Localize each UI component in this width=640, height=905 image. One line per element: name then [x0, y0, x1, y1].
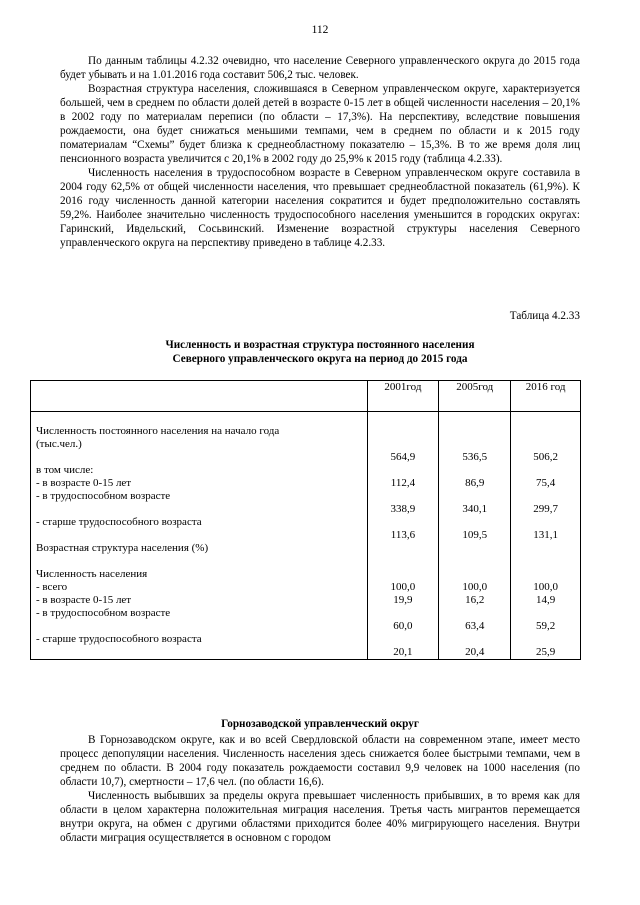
- year-2005-column: [439, 412, 511, 660]
- cell: 14,9: [535, 594, 556, 606]
- header-cell: [31, 381, 368, 412]
- intro-text: [60, 54, 580, 250]
- cell: [372, 555, 435, 568]
- cell: [443, 412, 506, 425]
- cell: [372, 607, 435, 620]
- cell: в том числе:: [36, 464, 94, 476]
- cell: [515, 568, 576, 581]
- cell: 86,9: [465, 477, 485, 489]
- cell: 60,0: [393, 620, 413, 632]
- cell: - в трудоспособном возрасте: [36, 490, 171, 502]
- cell: [443, 542, 506, 555]
- cell: [515, 607, 576, 620]
- label-column: [31, 412, 368, 660]
- cell: 112,4: [390, 477, 416, 489]
- section-heading: Горнозаводской управленческий округ: [221, 718, 419, 730]
- cell: [443, 607, 506, 620]
- cell: 131,1: [533, 529, 558, 541]
- cell: 564,9: [390, 451, 416, 463]
- cell: [443, 555, 506, 568]
- cell: [372, 425, 435, 438]
- cell: [36, 451, 363, 464]
- cell: [36, 555, 363, 568]
- cell: [515, 555, 576, 568]
- cell: 340,1: [462, 503, 488, 515]
- cell: 109,5: [462, 529, 488, 541]
- paragraph: Возрастная структура населения, сложившаяся в Северном управленческом округе, характеризуется большей, чем в среднем по области долей детей в возрасте 0-15 лет в общей численности населения – 20,1% в 2002 году по материалам переписи (по области – 17,3%). На перспективу, вследствие повышения рождаемости, она будет снижаться меньшими темпами, чем в среднем по области и к 2015 году поматериалам “Схемы” будет близка к среднеобластному показателю – 15,3%. В то же время доля лиц пенсионного возраста увеличится с 20,1% в 2002 году до 25,9% к 2015 году (таблица 4.2.33).: [60, 83, 580, 165]
- cell: [443, 516, 506, 529]
- table-title: [60, 338, 580, 366]
- cell: 20,1: [393, 646, 413, 658]
- table-header-row: [31, 381, 581, 412]
- cell: 299,7: [533, 503, 558, 515]
- cell: 506,2: [533, 451, 558, 463]
- cell: [515, 516, 576, 529]
- cell: [443, 568, 506, 581]
- cell: 536,5: [462, 451, 488, 463]
- paragraph: Численность выбывших за пределы округа превышает численность прибывших, в то время как для области в целом характерна положительная миграция населения. Третья часть мигрантов перемещается внутри округа, на обмен с другими областями приходится более 40% мигрирующего населения. Внутри области миграция осуществляется в основном с городом: [60, 790, 580, 844]
- paragraph: Численность населения в трудоспособном возрасте в Северном управленческом округе составила в 2004 году 62,5% от общей численности населения, что превышает среднеобластной показатель (61,9%). К 2016 году численность данной категории населения сократится и будет предположительно составлять 59,2%. Наиболее значительно численность трудоспособного населения уменьшится в городских округах: Гаринский, Ивдельский, Сосьвинский. Изменение возрастной структуры населения Северного управленческого округа на перспективу приведено в таблице 4.2.33.: [60, 167, 580, 249]
- page-number: 112: [311, 24, 329, 36]
- section-text: [60, 733, 580, 845]
- population-table: [30, 380, 581, 660]
- cell: - всего: [36, 581, 68, 593]
- cell: [443, 464, 506, 477]
- cell: [515, 633, 576, 646]
- cell: [515, 412, 576, 425]
- cell: Возрастная структура населения (%): [36, 542, 209, 554]
- cell: 75,4: [535, 477, 556, 489]
- cell: [443, 425, 506, 438]
- cell: 113,6: [390, 529, 416, 541]
- table-body: [31, 412, 581, 660]
- table-caption: Таблица 4.2.33: [509, 310, 580, 322]
- table-title-line: Численность и возрастная структура постоянного населения: [165, 339, 475, 351]
- year-2001-column: [367, 412, 439, 660]
- cell: - старше трудоспособного возраста: [36, 633, 202, 645]
- cell: [443, 633, 506, 646]
- cell: [36, 529, 363, 542]
- cell: 20,4: [465, 646, 485, 658]
- cell: [515, 464, 576, 477]
- year-2016-column: [511, 412, 581, 660]
- cell: 100,0: [390, 581, 416, 593]
- cell: 19,9: [393, 594, 413, 606]
- cell: [372, 412, 435, 425]
- cell: [36, 646, 363, 659]
- cell: [443, 438, 506, 451]
- cell: [372, 490, 435, 503]
- header-cell: 2016 год: [511, 381, 581, 412]
- table-title-line: Северного управленческого округа на период до 2015 года: [172, 353, 468, 365]
- cell: (тыс.чел.): [36, 438, 82, 450]
- cell: [515, 425, 576, 438]
- paragraph: В Горнозаводском округе, как и во всей Свердловской области на современном этапе, имеет место процесс депопуляции населения. Численность населения здесь снижается более быстрыми темпами, чем в среднем по области. В 2004 году показатель рождаемости составил 9,9 человек на 1000 населения (по области 10,7), смертности – 17,6 чел. (по области 16,6).: [60, 734, 580, 788]
- cell: [36, 412, 363, 425]
- cell: [515, 438, 576, 451]
- cell: Численность постоянного населения на начало года: [36, 425, 280, 437]
- paragraph: По данным таблицы 4.2.32 очевидно, что население Северного управленческого округа до 2015 года будет убывать и на 1.01.2016 года составит 506,2 тыс. человек.: [60, 55, 580, 81]
- cell: [36, 620, 363, 633]
- cell: 25,9: [535, 646, 556, 658]
- cell: 16,2: [465, 594, 485, 606]
- cell: 100,0: [533, 581, 558, 593]
- cell: [372, 438, 435, 451]
- cell: [36, 503, 363, 516]
- cell: [515, 490, 576, 503]
- header-cell: 2001год: [367, 381, 439, 412]
- cell: Численность населения: [36, 568, 148, 580]
- cell: [372, 516, 435, 529]
- cell: - в возрасте 0-15 лет: [36, 594, 132, 606]
- cell: - в возрасте 0-15 лет: [36, 477, 132, 489]
- cell: [515, 542, 576, 555]
- cell: [372, 568, 435, 581]
- cell: [372, 633, 435, 646]
- cell: [372, 464, 435, 477]
- cell: 100,0: [462, 581, 488, 593]
- cell: 338,9: [390, 503, 416, 515]
- cell: - в трудоспособном возрасте: [36, 607, 171, 619]
- cell: 63,4: [465, 620, 485, 632]
- cell: [443, 490, 506, 503]
- cell: 59,2: [535, 620, 556, 632]
- cell: - старше трудоспособного возраста: [36, 516, 202, 528]
- cell: [372, 542, 435, 555]
- header-cell: 2005год: [439, 381, 511, 412]
